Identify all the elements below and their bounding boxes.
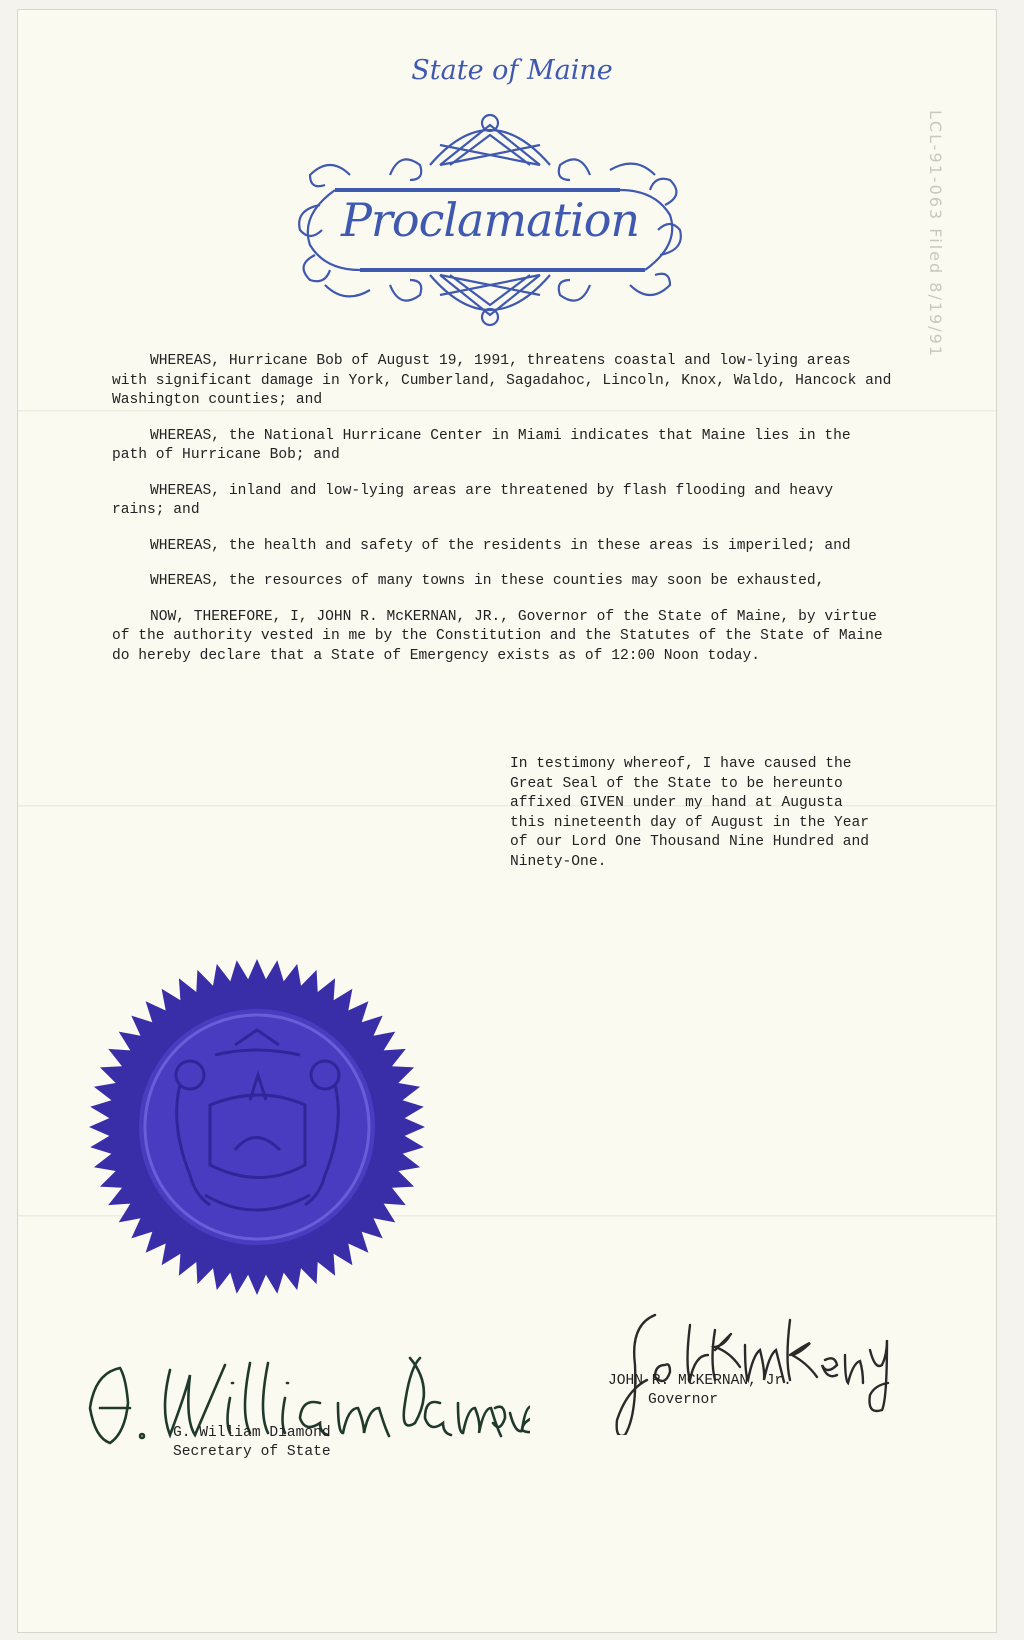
proclamation-ornament <box>290 105 690 335</box>
governor-title: Governor <box>648 1392 719 1408</box>
secretary-signature-block <box>173 1424 331 1462</box>
proclamation-body <box>112 352 892 682</box>
whereas-paragraph: WHEREAS, Hurricane Bob of August 19, 1991, threatens coastal and low-lying areas with significant damage in York, Cumberland, Sagadahoc, Lincoln, Knox, Waldo, Hancock and Washington counties; and <box>112 353 892 408</box>
whereas-paragraph: WHEREAS, the National Hurricane Center in Miami indicates that Maine lies in the path of Hurricane Bob; and <box>112 427 851 463</box>
whereas-paragraph: WHEREAS, inland and low-lying areas are threatened by flash flooding and heavy rains; and <box>112 482 834 518</box>
governor-handwritten-signature <box>615 1305 915 1435</box>
seal-graphic <box>85 955 430 1300</box>
whereas-paragraph: WHEREAS, the resources of many towns in these counties may soon be exhausted, <box>150 573 825 589</box>
secretary-title: Secretary of State <box>173 1444 331 1460</box>
state-title: State of Maine <box>411 55 613 86</box>
margin-note: LCL-91-063 Filed 8/19/91 <box>926 110 945 358</box>
declaration-paragraph: NOW, THEREFORE, I, JOHN R. McKERNAN, JR., Governor of the State of Maine, by virtue of the authority vested in me by the Constitution and the Statutes of the State of Maine do hereby declare that a State of Emergency exists as of 12:00 Noon today. <box>112 608 883 664</box>
state-seal-icon <box>85 955 430 1300</box>
secretary-name: G. William Diamond <box>173 1425 331 1441</box>
governor-signature-block <box>608 1372 792 1410</box>
governor-name: JOHN R. MCKERNAN, Jr. <box>608 1373 792 1389</box>
testimony-clause: In testimony whereof, I have caused the Great Seal of the State to be hereunto affixed GIVEN under my hand at Augusta this nineteenth day of August in the Year of our Lord One Thousand Nine Hundred and Ninety-One. <box>510 756 870 870</box>
whereas-paragraph: WHEREAS, the health and safety of the residents in these areas is imperiled; and <box>150 537 851 554</box>
proclamation-title: Proclamation <box>340 193 640 247</box>
